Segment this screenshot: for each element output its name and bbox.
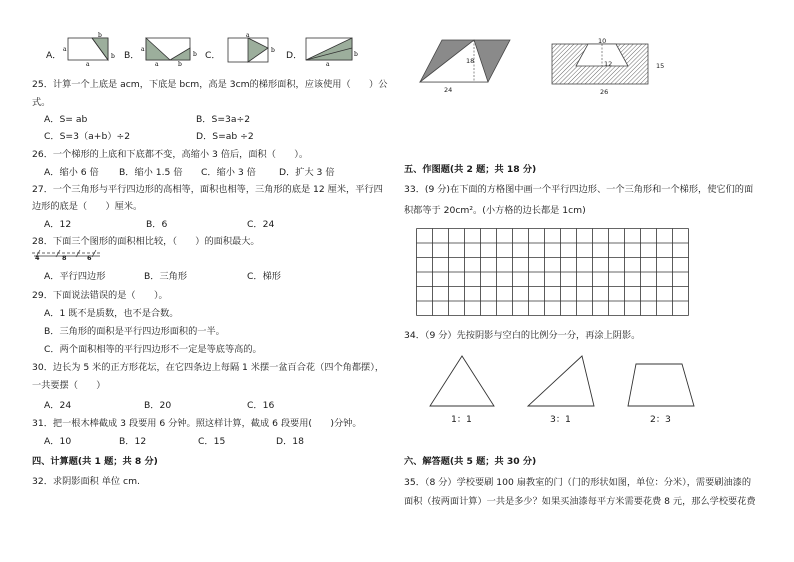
q24-option-d-label: D．	[286, 50, 303, 61]
q34-ratio-2: 3：1	[550, 414, 571, 425]
q28-option-c: C．梯形	[247, 271, 281, 282]
q28-figure-num-2: 8	[62, 254, 67, 262]
svg-text:a: a	[141, 46, 145, 53]
q26-option-a: A．缩小 6 倍	[44, 167, 99, 178]
q31-option-b: B．12	[119, 436, 147, 447]
svg-text:a: a	[246, 32, 250, 39]
fig2-height-label: 12	[604, 60, 613, 68]
section-4-heading: 四、计算题(共 1 题；共 8 分)	[32, 456, 158, 467]
q28-figure-num-1: 4	[35, 254, 40, 262]
svg-text:b: b	[271, 47, 275, 54]
q31-option-c: C．15	[198, 436, 226, 447]
q24-figure-d	[302, 34, 358, 66]
q28-text: 28．下面三个图形的面积相比较，（ ）的面积最大。	[32, 236, 260, 247]
fig2-side-label: 15	[656, 62, 665, 70]
q28-figure	[30, 248, 110, 262]
q25-text-line2: 式。	[32, 97, 51, 108]
q26-option-b: B．缩小 1.5 倍	[119, 167, 183, 178]
q35-text-line2: 面积（按两面计算）一共是多少？如果买油漆每平方米需要花费 8 元，那么学校要花费	[404, 496, 756, 507]
section-6-heading: 六、解答题(共 5 题；共 30 分)	[404, 456, 537, 467]
q27-text-line2: 边形的底是（ ）厘米。	[32, 201, 143, 212]
q24-figure-c	[222, 34, 280, 66]
q29-option-b: B．三角形的面积是平行四边形面积的一半。	[44, 326, 225, 337]
q28-figure-num-3: 6	[87, 254, 92, 262]
q24-figure-b	[140, 34, 200, 66]
q28-option-b: B．三角形	[144, 271, 188, 282]
q26-text: 26．一个梯形的上底和下底都不变，高缩小 3 倍后，面积（ ）。	[32, 149, 309, 160]
q31-option-d: D．18	[276, 436, 304, 447]
q24-option-a-label: A．	[46, 50, 62, 61]
q33-text-line1: 33．(9 分)在下面的方格图中画一个平行四边形、一个三角形和一个梯形，使它们的面	[404, 184, 754, 195]
q26-option-c: C．缩小 3 倍	[201, 167, 256, 178]
section-5-heading: 五、作图题(共 2 题；共 18 分)	[404, 164, 537, 175]
q24-figure-a	[62, 34, 118, 66]
q30-option-b: B．20	[144, 400, 172, 411]
q34-triangle-2[interactable]	[524, 354, 600, 410]
q34-text: 34．（9 分）先按阴影与空白的比例分一分，再涂上阴影。	[404, 330, 641, 341]
q27-text-line1: 27．一个三角形与平行四边形的高相等，面积也相等，三角形的底是 12 厘米，平行四	[32, 184, 383, 195]
svg-text:a: a	[326, 61, 330, 68]
q24-option-b-label: B．	[124, 50, 140, 61]
svg-text:b: b	[98, 32, 102, 39]
q29-text: 29．下面说法错误的是（ ）。	[32, 290, 168, 301]
svg-text:a: a	[63, 46, 67, 53]
q31-option-a: A．10	[44, 436, 72, 447]
q28-option-a: A．平行四边形	[44, 271, 106, 282]
fig2-top-label: 10	[598, 37, 607, 45]
q24-option-c-label: C．	[205, 50, 221, 61]
q27-option-c: C．24	[247, 219, 275, 230]
q33-text-line2: 积都等于 20cm²。(小方格的边长都是 1cm)	[404, 205, 586, 216]
q30-text-line1: 30．边长为 5 米的正方形花坛，在它四条边上每隔 1 米摆一盆百合花（四个角都摆），	[32, 362, 385, 373]
q27-option-a: A．12	[44, 219, 72, 230]
q27-option-b: B．6	[146, 219, 168, 230]
q34-ratio-1: 1：1	[451, 414, 472, 425]
q30-option-c: C．16	[247, 400, 275, 411]
q25-text-line1: 25．计算一个上底是 acm，下底是 bcm，高是 3cm的梯形面积，应该使用（ ）公	[32, 79, 388, 90]
svg-text:a: a	[155, 61, 159, 68]
svg-text:a: a	[86, 61, 90, 68]
fig1-height-label: 18	[466, 57, 475, 65]
q34-trapezoid[interactable]	[624, 360, 700, 410]
fig2-base-label: 26	[600, 88, 609, 96]
q34-ratio-3: 2：3	[650, 414, 671, 425]
q30-text-line2: 一共要摆（ ）	[32, 380, 106, 391]
svg-text:b: b	[111, 53, 115, 60]
q35-text-line1: 35．（8 分）学校要刷 100 扇教室的门（门的形状如图，单位：分米），需要刷油漆的	[404, 477, 752, 488]
svg-text:b: b	[178, 61, 182, 68]
q30-option-a: A．24	[44, 400, 72, 411]
q25-option-d: D．S=ab ÷2	[196, 131, 254, 142]
svg-text:b: b	[193, 51, 197, 58]
q32-figure-rect-trapezoid	[548, 40, 658, 90]
fig1-base-label: 24	[444, 86, 453, 94]
q32-text: 32．求阴影面积 单位 cm.	[32, 476, 140, 487]
q25-option-a: A．S= ab	[44, 114, 88, 125]
q33-drawing-grid[interactable]	[416, 228, 688, 316]
q25-option-c: C．S=3（a+b）÷2	[44, 131, 131, 142]
q25-option-b: B．S=3a÷2	[196, 114, 251, 125]
svg-text:b: b	[354, 51, 358, 58]
q29-option-a: A．1 既不是质数，也不是合数。	[44, 308, 179, 319]
q29-option-c: C．两个面积相等的平行四边形不一定是等底等高的。	[44, 344, 262, 355]
q34-triangle-1[interactable]	[426, 354, 498, 410]
q26-option-d: D．扩大 3 倍	[279, 167, 335, 178]
q31-text: 31．把一根木棒截成 3 段要用 6 分钟。照这样计算，截成 6 段要用( )分钟。	[32, 418, 362, 429]
